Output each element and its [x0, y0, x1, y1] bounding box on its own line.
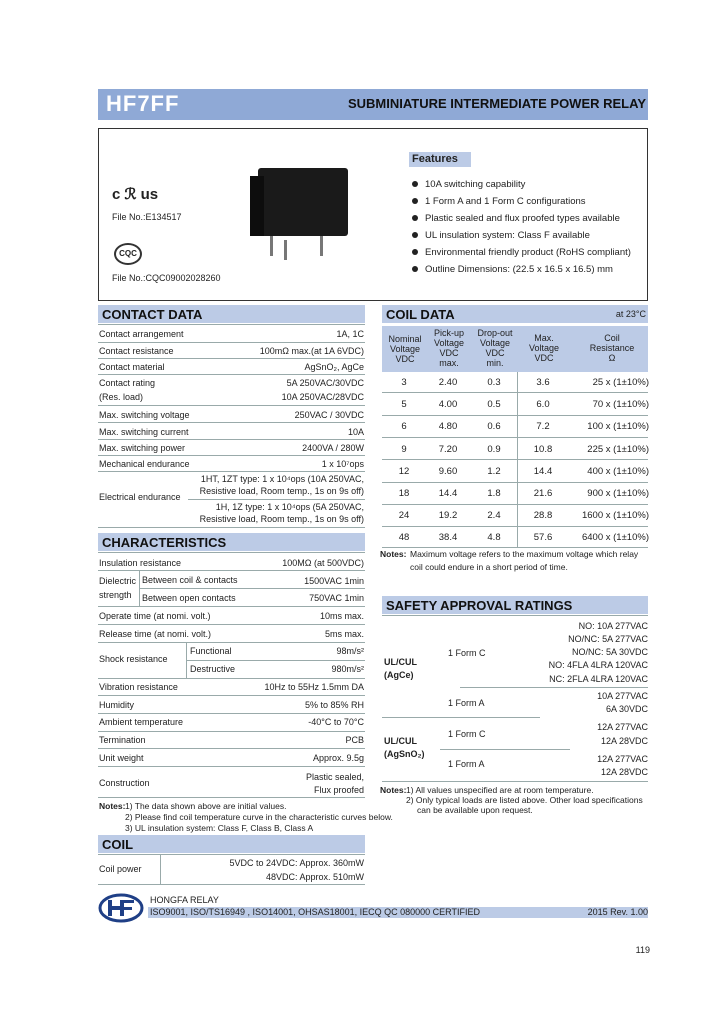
coil-cell: 2.4	[487, 510, 501, 521]
coil-cell: 9.60	[438, 466, 458, 477]
electrical-endurance-line: 1HT, 1ZT type: 1 x 10⁴ops (10A 250VAC,	[200, 474, 364, 484]
char-label: Termination	[99, 735, 146, 745]
revision: 2015 Rev. 1.00	[587, 907, 648, 917]
coil-notes-label: Notes:	[380, 549, 407, 559]
coil-cell: 100 x (1±10%)	[587, 421, 649, 432]
coil-cell: 1.8	[487, 488, 501, 499]
char-label: Unit weight	[99, 753, 144, 763]
coil-cell: 0.6	[487, 421, 501, 432]
char-value: Flux proofed	[313, 785, 364, 795]
coil-cell: 48	[398, 532, 410, 543]
char-label: Humidity	[99, 700, 135, 710]
coil-col-header: Drop-out Voltage VDC min.	[477, 328, 513, 368]
coil-cell: 0.3	[487, 377, 501, 388]
safety-rating: NO: 4FLA 4LRA 120VAC	[548, 660, 648, 670]
coil-power-value: 5VDC to 24VDC: Approx. 360mW	[229, 858, 364, 868]
hongfa-logo-icon	[98, 893, 144, 923]
safety-notes-label: Notes:	[380, 785, 407, 795]
char-value: Approx. 9.5g	[312, 753, 364, 763]
contact-label: Electrical endurance	[99, 492, 181, 502]
relay-pin	[320, 236, 323, 256]
note-item: 3) UL insulation system: Class F, Class B, Class A	[125, 823, 314, 833]
note-item: 1) The data shown above are initial values.	[125, 801, 287, 811]
contact-value: 100mΩ max.(at 1A 6VDC)	[259, 346, 364, 356]
char-label: Shock resistance	[99, 654, 168, 664]
coil-cell: 19.2	[438, 510, 458, 521]
coil-note: Maximum voltage refers to the maximum voltage which relay	[410, 549, 639, 559]
contact-label: (Res. load)	[99, 392, 144, 402]
contact-label: Max. switching current	[99, 427, 189, 437]
char-value: 10ms max.	[319, 611, 364, 621]
contact-value: 250VAC / 30VDC	[294, 410, 364, 420]
char-value: PCB	[345, 735, 364, 745]
feature-item: Plastic sealed and flux proofed types available	[412, 213, 620, 224]
contact-value: 1A, 1C	[336, 329, 364, 339]
coil-cell: 0.5	[487, 399, 501, 410]
coil-cell: 1.2	[487, 466, 501, 477]
safety-rating: NO: 10A 277VAC	[578, 621, 648, 631]
electrical-endurance-line: Resistive load, Room temp., 1s on 9s off)	[199, 514, 364, 524]
coil-col-header: Pick-up Voltage VDC max.	[433, 328, 465, 368]
coil-cell: 4.00	[438, 399, 458, 410]
coil-cell: 57.6	[533, 532, 553, 543]
char-value: 100MΩ (at 500VDC)	[282, 558, 364, 568]
char-label: strength	[99, 590, 132, 600]
char-sublabel: Between open contacts	[142, 593, 236, 603]
safety-note: 1) All values unspecified are at room temperature.	[406, 785, 594, 795]
char-label: Construction	[99, 778, 150, 788]
coil-cell: 1600 x (1±10%)	[581, 510, 649, 521]
char-sublabel: Destructive	[190, 664, 236, 674]
page-number: 119	[635, 945, 650, 955]
char-label: Ambient temperature	[99, 717, 184, 727]
char-value: 5ms max.	[324, 629, 364, 639]
coil-cell: 9	[401, 444, 407, 455]
feature-item: Environmental friendly product (RoHS compliant)	[412, 247, 631, 258]
contact-value: 2400VA / 280W	[302, 443, 364, 453]
safety-rating: 12A 277VAC	[597, 722, 648, 732]
safety-form-label: 1 Form C	[448, 729, 486, 739]
contact-label: Contact arrangement	[99, 329, 184, 339]
safety-rating: 10A 277VAC	[597, 691, 648, 701]
char-value: 1500VAC 1min	[304, 576, 364, 586]
coil-cell: 3.6	[536, 377, 550, 388]
contact-value: 10A	[347, 427, 364, 437]
contact-value: AgSnO₂, AgCe	[304, 362, 364, 372]
coil-cell: 25 x (1±10%)	[592, 377, 649, 388]
coil-col-header: Nominal Voltage VDC	[388, 334, 422, 364]
coil-cell: 12	[398, 466, 410, 477]
relay-pin	[284, 240, 287, 260]
safety-title: SAFETY APPROVAL RATINGS	[382, 596, 648, 614]
char-label: Insulation resistance	[99, 558, 182, 568]
contact-label: Contact material	[99, 362, 165, 372]
coil-cell: 5	[401, 399, 407, 410]
safety-form-label: 1 Form C	[448, 648, 486, 658]
coil-cell: 2.40	[438, 377, 458, 388]
safety-form-label: 1 Form A	[448, 698, 485, 708]
coil-power-label: Coil power	[99, 864, 142, 874]
contact-value: 1 x 10⁷ops	[321, 459, 364, 469]
safety-rating: NO/NC: 5A 30VDC	[571, 647, 648, 657]
char-value: 5% to 85% RH	[304, 700, 364, 710]
relay-photo	[258, 168, 348, 236]
coil-col-header: Max. Voltage VDC	[528, 333, 560, 363]
coil-col-header: Coil Resistance Ω	[589, 333, 635, 363]
char-value: 750VAC 1min	[309, 593, 364, 603]
coil-data-temp: at 23°C	[615, 309, 646, 319]
char-value: 98m/s²	[336, 646, 364, 656]
coil-cell: 18	[398, 488, 410, 499]
coil-cell: 7.20	[438, 444, 458, 455]
coil-power-value: 48VDC: Approx. 510mW	[265, 872, 364, 882]
coil-cell: 10.8	[533, 444, 553, 455]
note-item: 2) Please find coil temperature curve in the characteristic curves below.	[125, 812, 393, 822]
safety-group-label: UL/CUL	[384, 736, 417, 746]
coil-cell: 6	[401, 421, 407, 432]
coil-cell: 38.4	[438, 532, 458, 543]
cqc-file-number: File No.:CQC09002028260	[112, 273, 221, 283]
coil-cell: 28.8	[533, 510, 553, 521]
char-value: 980m/s²	[331, 664, 364, 674]
coil-cell: 14.4	[438, 488, 458, 499]
coil-cell: 24	[398, 510, 410, 521]
feature-item: 10A switching capability	[412, 179, 525, 190]
characteristics-title: CHARACTERISTICS	[98, 533, 365, 551]
safety-group-label: UL/CUL	[384, 657, 417, 667]
safety-rating: 12A 277VAC	[597, 754, 648, 764]
char-label: Release time (at nomi. volt.)	[99, 629, 212, 639]
contact-data-title: CONTACT DATA	[98, 305, 365, 323]
contact-value: 10A 250VAC/28VDC	[281, 392, 364, 402]
coil-cell: 225 x (1±10%)	[587, 444, 649, 455]
coil-cell: 900 x (1±10%)	[587, 488, 649, 499]
safety-rating: 12A 28VDC	[600, 767, 648, 777]
contact-value: 5A 250VAC/30VDC	[286, 378, 364, 388]
safety-group-label: (AgSnO₂)	[384, 749, 425, 759]
contact-label: Contact resistance	[99, 346, 174, 356]
char-sublabel: Between coil & contacts	[142, 575, 238, 585]
safety-form-label: 1 Form A	[448, 759, 485, 769]
char-sublabel: Functional	[190, 646, 232, 656]
coil-cell: 6.0	[536, 399, 550, 410]
coil-cell: 6400 x (1±10%)	[581, 532, 649, 543]
char-value: Plastic sealed,	[305, 772, 364, 782]
ul-file-number: File No.:E134517	[112, 212, 182, 222]
safety-rating: 6A 30VDC	[605, 704, 648, 714]
feature-item: 1 Form A and 1 Form C configurations	[412, 196, 586, 207]
contact-label: Mechanical endurance	[99, 459, 190, 469]
safety-group-label: (AgCe)	[384, 670, 414, 680]
contact-label: Max. switching voltage	[99, 410, 190, 420]
relay-photo-side	[250, 176, 264, 236]
char-value: -40°C to 70°C	[308, 717, 364, 727]
feature-item: UL insulation system: Class F available	[412, 230, 590, 241]
electrical-endurance-line: 1H, 1Z type: 1 x 10⁴ops (5A 250VAC,	[215, 502, 364, 512]
ul-logo: c ℛ us	[112, 186, 159, 203]
cqc-logo: CQC	[114, 243, 142, 265]
relay-pin	[270, 236, 273, 256]
coil-cell: 400 x (1±10%)	[587, 466, 649, 477]
safety-note: can be available upon request.	[417, 805, 533, 815]
electrical-endurance-line: Resistive load, Room temp., 1s on 9s off)	[199, 486, 364, 496]
coil-cell: 0.9	[487, 444, 501, 455]
safety-rating: NC: 2FLA 4LRA 120VAC	[549, 674, 648, 684]
features-title: Features	[409, 152, 471, 167]
coil-cell: 14.4	[533, 466, 553, 477]
notes-label: Notes:	[99, 801, 126, 811]
feature-item: Outline Dimensions: (22.5 x 16.5 x 16.5) mm	[412, 264, 613, 275]
char-label: Operate time (at nomi. volt.)	[99, 611, 211, 621]
coil-cell: 4.80	[438, 421, 458, 432]
char-label: Dielectric	[99, 576, 137, 586]
char-label: Vibration resistance	[99, 682, 178, 692]
certifications: ISO9001, ISO/TS16949 , ISO14001, OHSAS18001, IECQ QC 080000 CERTIFIED	[150, 907, 481, 917]
coil-cell: 21.6	[533, 488, 553, 499]
coil-cell: 3	[401, 377, 407, 388]
safety-note: 2) Only typical loads are listed above. Other load specifications	[406, 795, 643, 805]
safety-rating: NO/NC: 5A 277VAC	[568, 634, 648, 644]
coil-data-title: COIL DATA	[382, 305, 648, 323]
coil-cell: 70 x (1±10%)	[592, 399, 649, 410]
coil-title: COIL	[98, 835, 365, 853]
contact-label: Contact rating	[99, 378, 156, 388]
safety-rating: 12A 28VDC	[600, 736, 648, 746]
coil-note: coil could endure in a short period of time.	[410, 562, 568, 572]
contact-label: Max. switching power	[99, 443, 186, 453]
coil-cell: 7.2	[536, 421, 550, 432]
company-name: HONGFA RELAY	[150, 895, 219, 905]
model-name: HF7FF	[106, 91, 180, 116]
char-value: 10Hz to 55Hz 1.5mm DA	[264, 682, 364, 692]
coil-cell: 4.8	[487, 532, 501, 543]
product-subtitle: SUBMINIATURE INTERMEDIATE POWER RELAY	[347, 96, 646, 111]
